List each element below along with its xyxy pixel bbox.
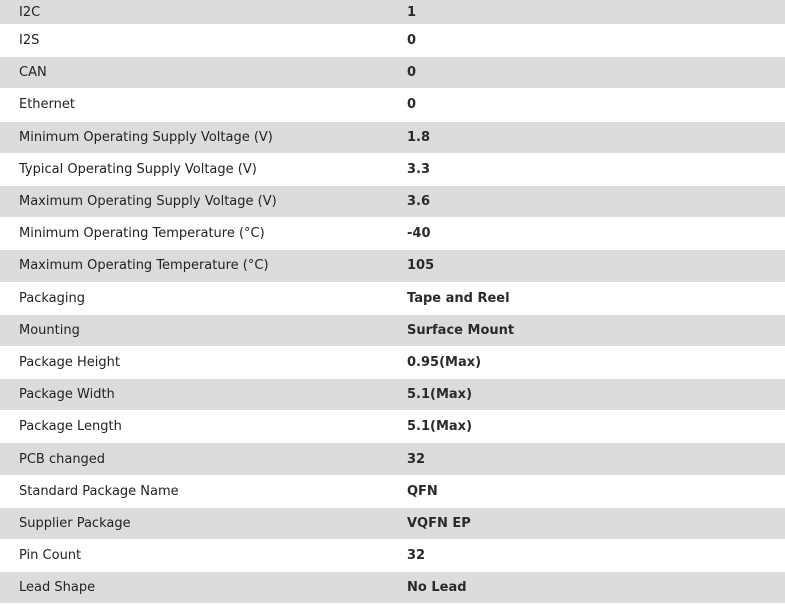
spec-value: 3.6	[407, 185, 785, 217]
spec-row	[0, 314, 785, 346]
spec-label: Minimum Operating Supply Voltage (V)	[0, 121, 407, 153]
spec-value: Surface Mount	[407, 314, 785, 346]
spec-row	[0, 379, 785, 411]
spec-value: 32	[407, 540, 785, 572]
spec-value: QFN	[407, 475, 785, 507]
spec-label: PCB changed	[0, 443, 407, 475]
spec-row	[0, 250, 785, 282]
spec-value: No Lead	[407, 572, 785, 604]
spec-label: Ethernet	[0, 89, 407, 121]
spec-row	[0, 540, 785, 572]
spec-row	[0, 0, 785, 25]
spec-row	[0, 185, 785, 217]
spec-value: 105	[407, 250, 785, 282]
spec-label: Package Width	[0, 379, 407, 411]
spec-row	[0, 443, 785, 475]
spec-row	[0, 89, 785, 121]
spec-row	[0, 121, 785, 153]
spec-value: 1	[407, 0, 785, 25]
spec-row	[0, 218, 785, 250]
spec-value: 5.1(Max)	[407, 411, 785, 443]
spec-row	[0, 57, 785, 89]
spec-label: Lead Shape	[0, 572, 407, 604]
spec-label: Minimum Operating Temperature (°C)	[0, 218, 407, 250]
spec-label: Typical Operating Supply Voltage (V)	[0, 153, 407, 185]
spec-label: Mounting	[0, 314, 407, 346]
spec-row	[0, 346, 785, 378]
spec-row	[0, 475, 785, 507]
spec-value: 3.3	[407, 153, 785, 185]
spec-label: Packaging	[0, 282, 407, 314]
spec-value: 32	[407, 443, 785, 475]
spec-label: CAN	[0, 57, 407, 89]
spec-row	[0, 572, 785, 604]
spec-value: 0.95(Max)	[407, 346, 785, 378]
spec-value: 0	[407, 25, 785, 57]
spec-label: I2S	[0, 25, 407, 57]
spec-value: Tape and Reel	[407, 282, 785, 314]
spec-value: 0	[407, 57, 785, 89]
spec-label: Supplier Package	[0, 507, 407, 539]
spec-row	[0, 153, 785, 185]
spec-row	[0, 25, 785, 57]
spec-row	[0, 507, 785, 539]
spec-label: Pin Count	[0, 540, 407, 572]
spec-value: 0	[407, 89, 785, 121]
spec-label: I2C	[0, 0, 407, 25]
spec-label: Package Height	[0, 346, 407, 378]
spec-label: Standard Package Name	[0, 475, 407, 507]
spec-label: Package Length	[0, 411, 407, 443]
spec-label: Maximum Operating Supply Voltage (V)	[0, 185, 407, 217]
spec-value: 5.1(Max)	[407, 379, 785, 411]
spec-value: 1.8	[407, 121, 785, 153]
spec-row	[0, 282, 785, 314]
spec-value: -40	[407, 218, 785, 250]
spec-value: VQFN EP	[407, 507, 785, 539]
spec-row	[0, 411, 785, 443]
spec-label: Maximum Operating Temperature (°C)	[0, 250, 407, 282]
